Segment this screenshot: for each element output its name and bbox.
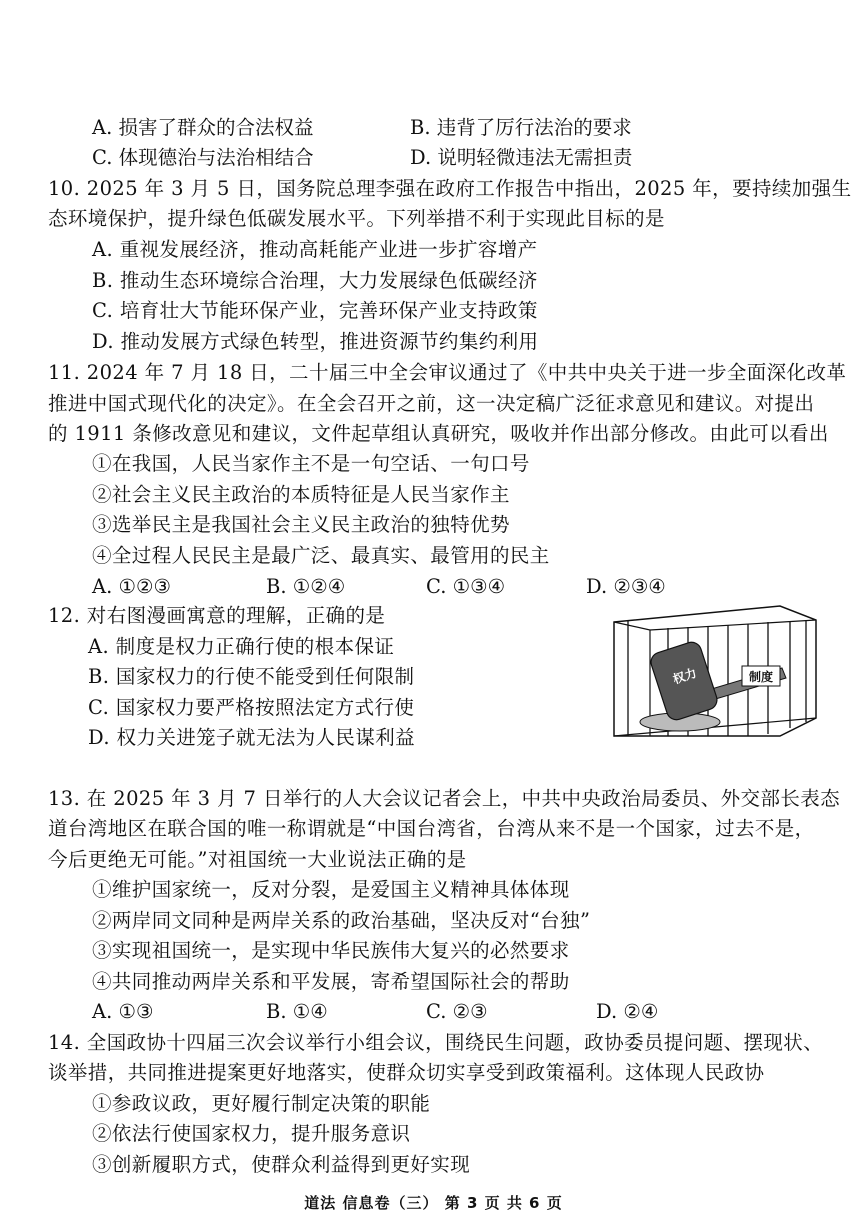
q11-statement-2: ②社会主义民主政治的本质特征是人民当家作主 [92,483,510,506]
q9-option-d: D. 说明轻微违法无需担责 [410,146,633,169]
q11-option-d: D. ②③④ [586,575,666,598]
q11-option-c: C. ①③④ [426,575,506,598]
q13-option-a: A. ①③ [92,1000,154,1023]
q12-option-b: B. 国家权力的行使不能受到任何限制 [88,665,415,688]
q11-stem-line: 11. 2024 年 7 月 18 日，二十届三中全会审议通过了《中共中央关于进一步全面深化改革 [48,361,847,384]
q11-statement-4: ④全过程人民民主是最广泛、最真实、最管用的民主 [92,544,550,567]
q13-stem-line: 13. 在 2025 年 3 月 7 日举行的人大会议记者会上，中共中央政治局委员、外交部长表态 [48,787,841,810]
q13-statement-1: ①维护国家统一，反对分裂，是爱国主义精神具体体现 [92,878,570,901]
cage-label: 制度 [748,670,774,684]
q14-stem-line: 14. 全国政协十四届三次会议举行小组会议，围绕民生问题，政协委员提问题、摆现状、 [48,1031,824,1054]
q13-statement-3: ③实现祖国统一，是实现中华民族伟大复兴的必然要求 [92,939,570,962]
q10-option-a: A. 重视发展经济，推动高耗能产业进一步扩容增产 [92,238,538,261]
q14-statement-2: ②依法行使国家权力，提升服务意识 [92,1122,411,1145]
q10-stem-line: 10. 2025 年 3 月 5 日，国务院总理李强在政府工作报告中指出，2025 年，要持续加强生 [48,177,852,200]
q9-option-c: C. 体现德治与法治相结合 [92,146,314,169]
q11-statement-1: ①在我国，人民当家作主不是一句空话、一句口号 [92,452,530,475]
q14-statement-1: ①参政议政，更好履行制定决策的职能 [92,1092,431,1115]
q12-option-a: A. 制度是权力正确行使的根本保证 [88,635,395,658]
q10-option-b: B. 推动生态环境综合治理，大力发展绿色低碳经济 [92,269,538,292]
q13-statement-2: ②两岸同文同种是两岸关系的政治基础，坚决反对“台独” [92,909,591,932]
q11-option-b: B. ①②④ [266,575,346,598]
q12-option-d: D. 权力关进笼子就无法为人民谋利益 [88,726,416,749]
q13-statement-4: ④共同推动两岸关系和平发展，寄希望国际社会的帮助 [92,970,570,993]
q11-statement-3: ③选举民主是我国社会主义民主政治的独特优势 [92,513,510,536]
q10-stem-line: 态环境保护，提升绿色低碳发展水平。下列举措不利于实现此目标的是 [48,207,665,230]
cage-gavel-cartoon [600,600,822,740]
page-footer: 道法 信息卷（三） 第 3 页 共 6 页 [304,1194,563,1212]
q13-stem-line: 道台湾地区在联合国的唯一称谓就是“中国台湾省，台湾从来不是一个国家，过去不是， [48,817,815,840]
q11-option-a: A. ①②③ [92,575,171,598]
gavel-label: 权力 [671,665,699,687]
q9-option-a: A. 损害了群众的合法权益 [92,116,314,139]
q13-option-b: B. ①④ [266,1000,328,1023]
q12-stem: 12. 对右图漫画寓意的理解，正确的是 [48,604,386,627]
q10-option-d: D. 推动发展方式绿色转型，推进资源节约集约利用 [92,330,539,353]
q10-option-c: C. 培育壮大节能环保产业，完善环保产业支持政策 [92,299,538,322]
q9-option-b: B. 违背了厉行法治的要求 [410,116,632,139]
q14-statement-3: ③创新履职方式，使群众利益得到更好实现 [92,1153,471,1176]
q14-stem-line: 谈举措，共同推进提案更好地落实，使群众切实享受到政策福利。这体现人民政协 [48,1061,765,1084]
q13-stem-line: 今后更绝无可能。”对祖国统一大业说法正确的是 [48,848,467,871]
q12-option-c: C. 国家权力要严格按照法定方式行使 [88,696,415,719]
q13-option-d: D. ②④ [596,1000,659,1023]
q11-stem-line: 推进中国式现代化的决定》。在全会召开之前，这一决定稿广泛征求意见和建议。对提出 [48,392,815,415]
q13-option-c: C. ②③ [426,1000,488,1023]
q11-stem-line: 的 1911 条修改意见和建议，文件起草组认真研究，吸收并作出部分修改。由此可以看出 [48,422,829,445]
